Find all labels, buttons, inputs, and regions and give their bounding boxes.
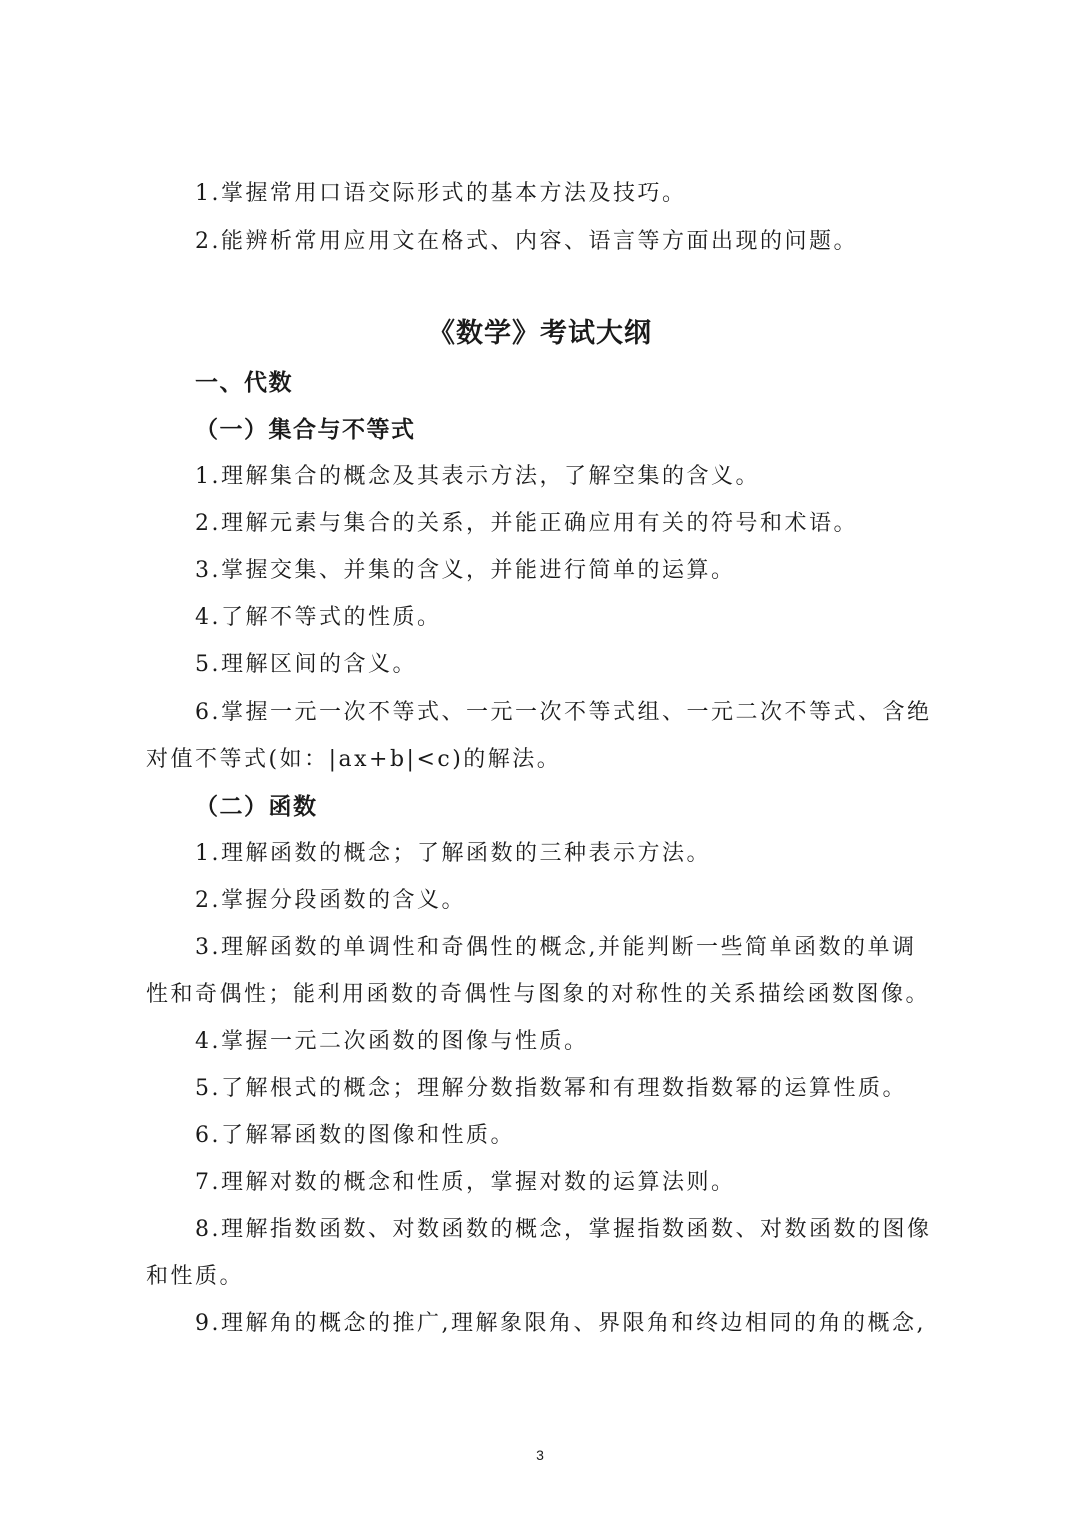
list-item: 4.了解不等式的性质。 [195,605,442,630]
intro-item-2: 2.能辨析常用应用文在格式、内容、语言等方面出现的问题。 [195,229,858,254]
list-item: 2.理解元素与集合的关系，并能正确应用有关的符号和术语。 [195,511,858,536]
list-item: 9.理解角的概念的推广,理解象限角、界限角和终边相同的角的概念, [195,1311,926,1336]
list-item-continuation: 性和奇偶性；能利用函数的奇偶性与图象的对称性的关系描绘函数图像。 [146,982,931,1007]
page-number: 3 [536,1447,544,1463]
document-title: 《数学》考试大纲 [428,318,652,349]
list-item: 1.理解函数的概念；了解函数的三种表示方法。 [195,841,711,866]
list-item: 8.理解指数函数、对数函数的概念，掌握指数函数、对数函数的图像 [195,1217,932,1242]
list-item: 3.掌握交集、并集的含义，并能进行简单的运算。 [195,558,736,583]
list-item-continuation: 和性质。 [146,1264,245,1289]
list-item-continuation: 对值不等式(如：|ax+b|<c)的解法。 [146,747,562,772]
list-item: 7.理解对数的概念和性质，掌握对数的运算法则。 [195,1170,736,1195]
list-item: 5.理解区间的含义。 [195,652,417,677]
subsection-heading-functions: （二）函数 [195,794,318,820]
list-item: 6.了解幂函数的图像和性质。 [195,1123,515,1148]
subsection-heading-sets-inequalities: （一）集合与不等式 [195,417,416,443]
list-item: 1.理解集合的概念及其表示方法，了解空集的含义。 [195,464,760,489]
intro-item-1: 1.掌握常用口语交际形式的基本方法及技巧。 [195,181,687,206]
list-item: 5.了解根式的概念；理解分数指数幂和有理数指数幂的运算性质。 [195,1076,907,1101]
list-item: 3.理解函数的单调性和奇偶性的概念,并能判断一些简单函数的单调 [195,935,917,960]
list-item: 4.掌握一元二次函数的图像与性质。 [195,1029,589,1054]
list-item: 2.掌握分段函数的含义。 [195,888,466,913]
section-heading-algebra: 一、代数 [195,370,293,396]
list-item: 6.掌握一元一次不等式、一元一次不等式组、一元二次不等式、含绝 [195,700,932,725]
